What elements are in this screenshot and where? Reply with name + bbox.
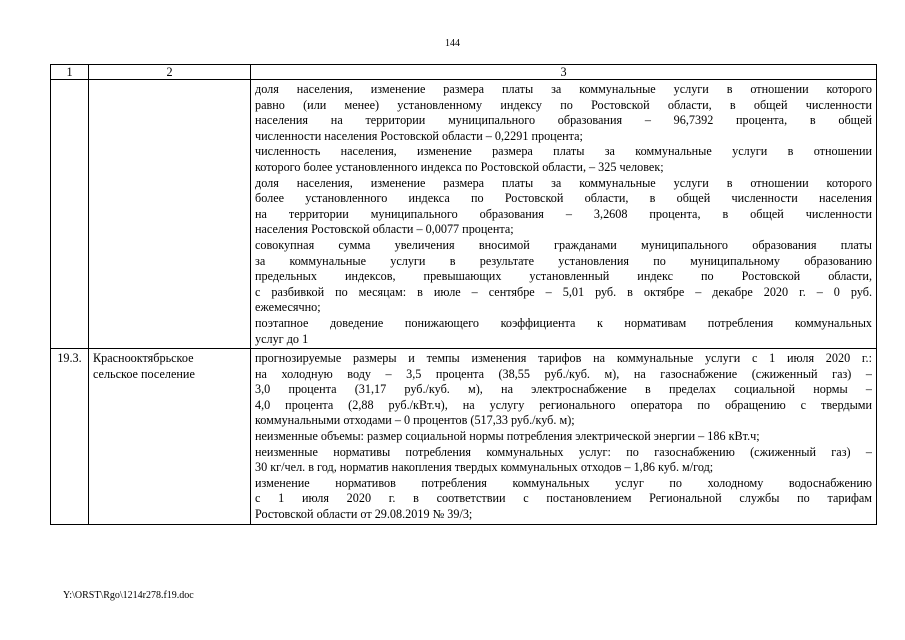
- text-line: населения Ростовской области – 0,0077 процента;: [255, 222, 514, 237]
- page-number: 144: [445, 38, 460, 49]
- row-number-cell: 19.3.: [51, 349, 89, 525]
- text-line: с 1 июля 2020 г. в соответствии с постановлением Региональной службы по тарифам: [255, 491, 872, 506]
- table-row: [51, 80, 877, 349]
- row-name-cell: [89, 349, 251, 525]
- text-line: неизменные нормативы потребления коммунальных услуг: по газоснабжению (сжиженный газ) –: [255, 444, 872, 459]
- text-line: более установленного индекса по Ростовской области, в общей численности населения: [255, 191, 872, 206]
- text-line: услуг до 1: [255, 331, 309, 346]
- settlement-name-line: сельское поселение: [93, 366, 195, 381]
- header-col-1: 1: [51, 65, 89, 80]
- text-line: ежемесячно;: [255, 300, 321, 315]
- text-line: предельных индексов, превышающих установленный индекс по Ростовской области,: [255, 269, 872, 284]
- text-line: на территории муниципального образования – 3,2608 процента, в общей численности: [255, 206, 872, 221]
- text-line: 30 кг/чел. в год, норматив накопления твердых коммунальных отходов – 1,86 куб. м/год;: [255, 460, 714, 475]
- text-line: изменение нормативов потребления коммунальных услуг по холодному водоснабжению: [255, 475, 872, 490]
- table-row: [51, 349, 877, 525]
- text-line: равно (или менее) установленному индексу по Ростовской области, в общей численности: [255, 97, 872, 112]
- text-line: прогнозируемые размеры и темпы изменения тарифов на коммунальные услуги с 1 июля 2020 г.:: [255, 351, 872, 366]
- text-line: населения на территории муниципального образования – 96,7392 процента, в общей: [255, 113, 872, 128]
- text-line: коммунальными отходами – 0 процентов (517,33 руб./куб. м);: [255, 413, 575, 428]
- file-path-footer: Y:\ORST\Rgo\1214r278.f19.doc: [63, 590, 194, 601]
- text-line: 4,0 процента (2,88 руб./кВт.ч), на услугу регионального оператора по обращению с твердыми: [255, 397, 872, 412]
- text-line: доля населения, изменение размера платы за коммунальные услуги в отношении которого: [255, 82, 872, 96]
- text-line: на холодную воду – 3,5 процента (38,55 руб./куб. м), на газоснабжение (сжиженный газ) –: [255, 366, 872, 381]
- text-line: численности населения Ростовской области – 0,2291 процента;: [255, 128, 583, 143]
- text-line: доля населения, изменение размера платы за коммунальные услуги в отношении которого: [255, 175, 872, 190]
- text-line: которого более установленного индекса по Ростовской области, – 325 человек;: [255, 159, 664, 174]
- text-line: совокупная сумма увеличения вносимой гражданами муниципального образования платы: [255, 237, 872, 252]
- header-col-2: 2: [89, 65, 251, 80]
- settlement-name-line: Краснооктябрьское: [93, 351, 194, 366]
- document-table: [50, 64, 877, 525]
- text-line: с разбивкой по месяцам: в июле – сентябре – 5,01 руб. в октябре – декабре 2020 г. – 0 руб.: [255, 284, 872, 299]
- row-name-cell: [89, 80, 251, 349]
- table-header-row: [51, 65, 877, 80]
- text-line: численность населения, изменение размера платы за коммунальные услуги в отношении: [255, 144, 872, 159]
- row-description-cell: [251, 349, 877, 525]
- text-line: 3,0 процента (31,17 руб./куб. м), на электроснабжение в пределах социальной нормы –: [255, 382, 872, 397]
- text-line: поэтапное доведение понижающего коэффициента к нормативам потребления коммунальных: [255, 315, 872, 330]
- header-col-3: 3: [251, 65, 877, 80]
- row-description-cell: [251, 80, 877, 349]
- text-line: неизменные объемы: размер социальной нормы потребления электрической энергии – 186 кВт.ч;: [255, 429, 760, 444]
- row-number-cell: [51, 80, 89, 349]
- text-line: за коммунальные услуги в результате установления по муниципальному образованию: [255, 253, 872, 268]
- text-line: Ростовской области от 29.08.2019 № 39/3;: [255, 507, 473, 522]
